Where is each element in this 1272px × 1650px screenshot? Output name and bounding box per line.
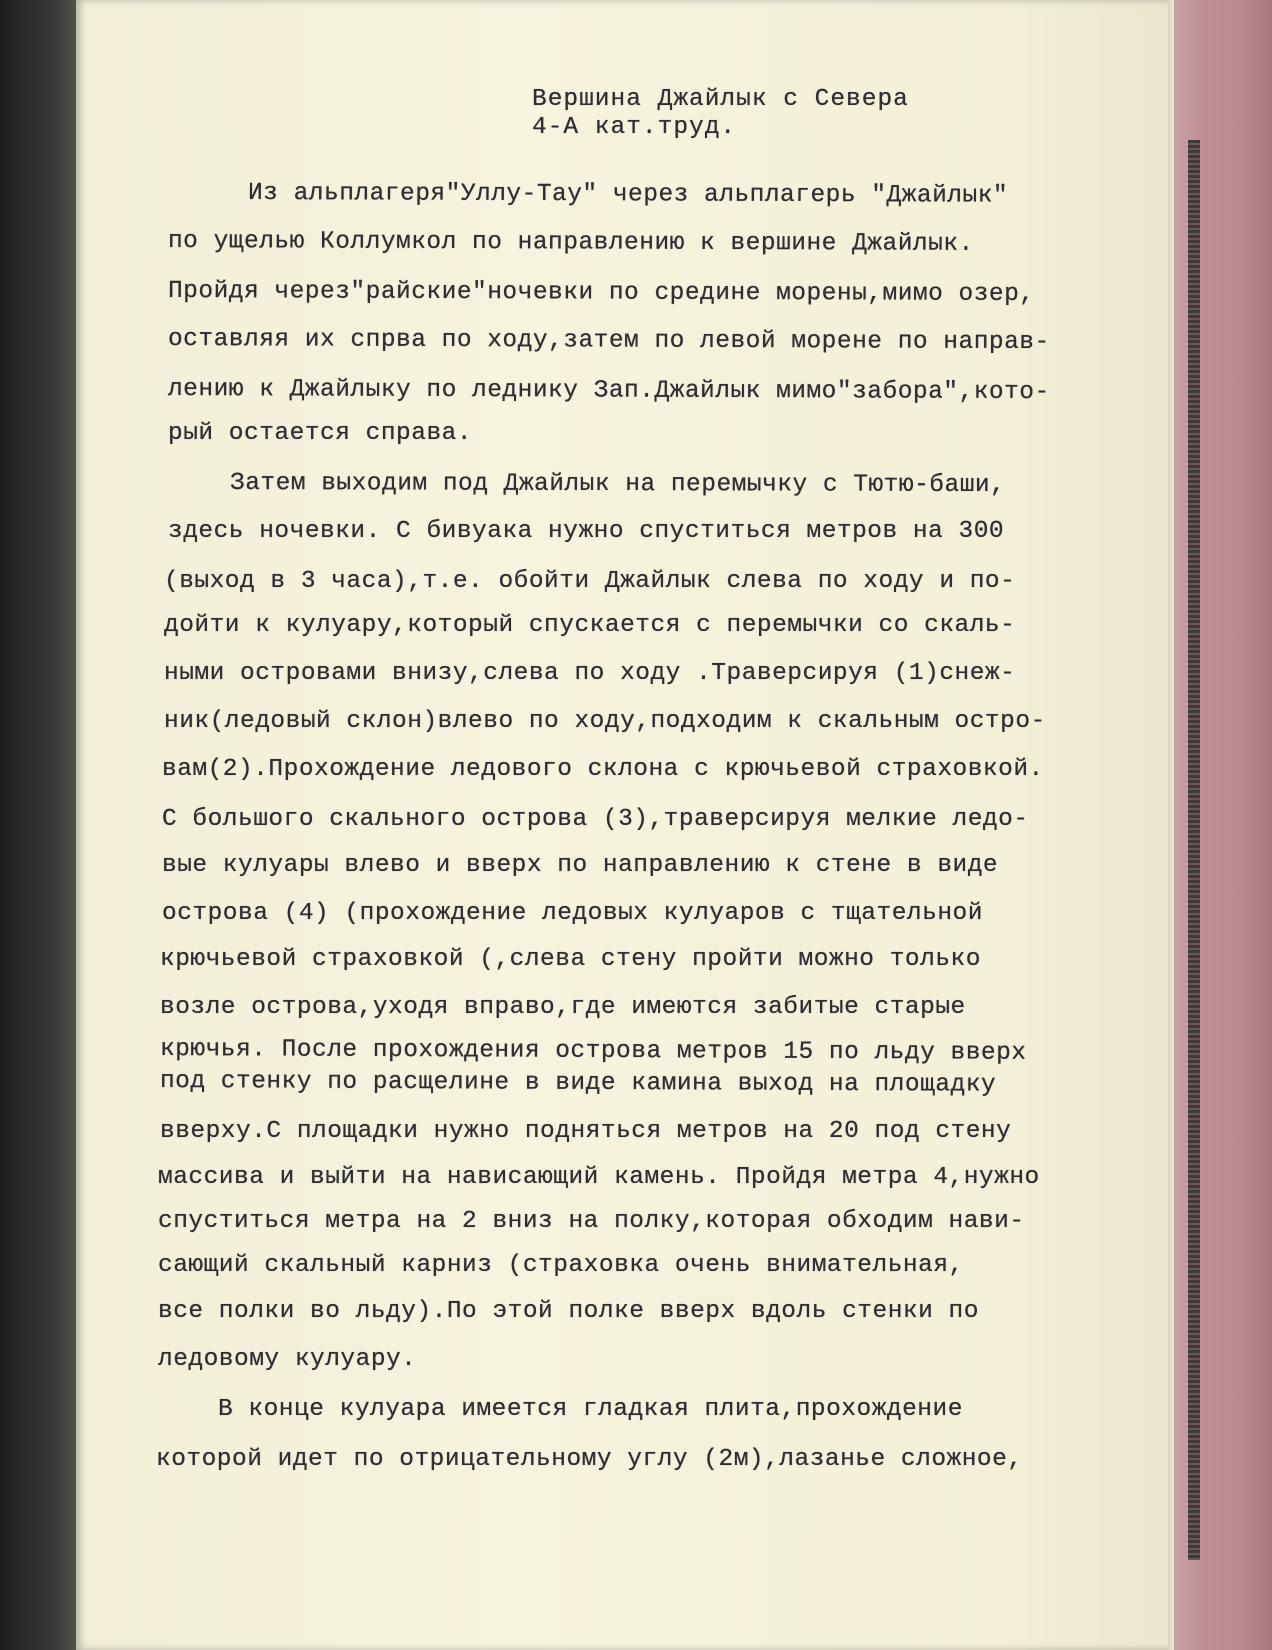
body-line: В конце кулуара имеется гладкая плита,прохождение (218, 1396, 963, 1423)
body-line: ледовому кулуару. (158, 1346, 417, 1373)
body-line: вверху.С площадки нужно подняться метров на 20 под стену (160, 1118, 1012, 1145)
binding-strip (1188, 140, 1200, 1560)
body-line: все полки во льду).По этой полке вверх вдоль стенки по (158, 1298, 979, 1325)
title-line-1: Вершина Джайлык с Севера (532, 86, 909, 113)
body-line: вые кулуары влево и вверх по направлению к стене в виде (162, 852, 999, 879)
body-line: крючья. После прохождения острова метров 15 по льду вверх (159, 1036, 1027, 1067)
body-line: сающий скальный карниз (страховка очень внимательная, (158, 1252, 964, 1279)
body-line: острова (4) (прохождение ледовых кулуаров с тщательной (162, 900, 983, 927)
body-line: оставляя их спрва по ходу,затем по левой морене по направ- (167, 326, 1050, 357)
body-line: Из альплагеря"Уллу-Тау" через альплагерь "Джайлык" (247, 180, 1009, 210)
scan-background (0, 0, 80, 1650)
body-line: Пройдя через"райские"ночевки по средине морены,мимо озер, (167, 278, 1035, 309)
title-line-2: 4-А кат.труд. (532, 114, 737, 141)
body-line: Затем выходим под Джайлык на перемычку с Тютю-баши, (229, 470, 1006, 500)
body-line: ник(ледовый склон)влево по ходу,подходим к скальным остро- (164, 708, 1046, 735)
body-line: рый остается справа. (168, 420, 473, 447)
body-line: дойти к кулуару,который спускается с перемычки со скаль- (164, 612, 1016, 639)
body-line: массива и выйти на нависающий камень. Пройдя метра 4,нужно (158, 1164, 1040, 1191)
body-line: С большого скального острова (3),траверсируя мелкие ледо- (162, 806, 1029, 833)
body-line: здесь ночевки. С бивуака нужно спуститься метров на 300 (168, 518, 1005, 545)
body-line: по ущелью Коллумкол по направлению к вершине Джайлык. (167, 228, 974, 258)
body-line: возле острова,уходя вправо,где имеются забитые старые (160, 994, 966, 1021)
body-line: спуститься метра на 2 вниз на полку,которая обходим нави- (158, 1208, 1025, 1235)
body-line: крючьевой страховкой (,слева стену пройти можно только (160, 946, 981, 973)
body-line: вам(2).Прохождение ледового склона с крючьевой страховкой. (162, 756, 1044, 783)
body-line: под стенку по расщелине в виде камина выход на площадку (159, 1068, 997, 1099)
body-line: лению к Джайлыку по леднику Зап.Джайлык мимо"забора",кото- (167, 376, 1050, 407)
body-line: которой идет по отрицательному углу (2м),лазанье сложное, (156, 1446, 1023, 1473)
body-line: ными островами внизу,слева по ходу .Траверсируя (1)снеж- (164, 660, 1016, 687)
body-line: (выход в 3 часа),т.е. обойти Джайлык слева по ходу и по- (164, 568, 1016, 595)
